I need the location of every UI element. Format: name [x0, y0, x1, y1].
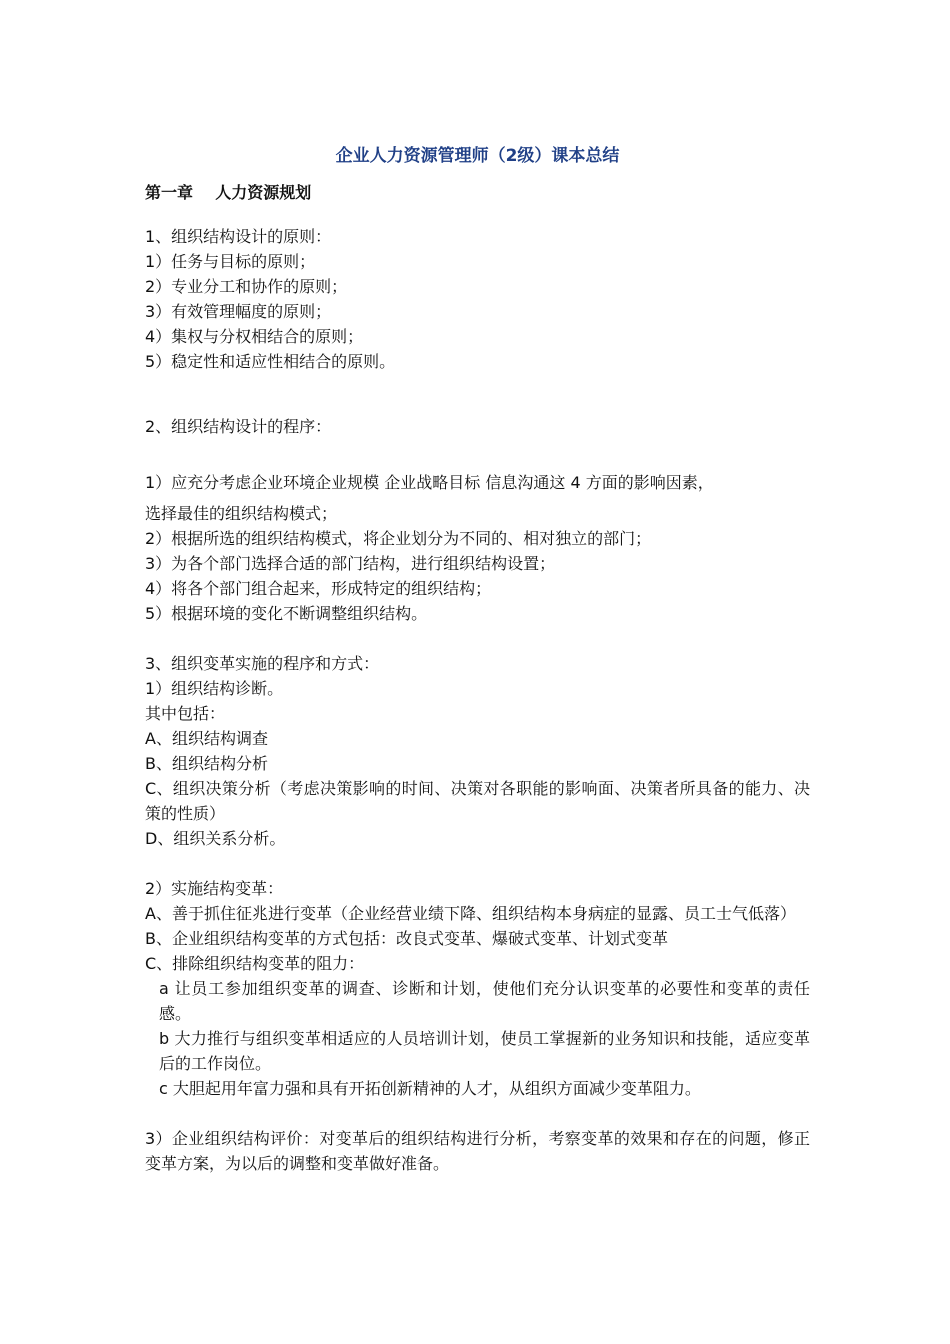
list-item: B、组织结构分析	[145, 754, 268, 773]
list-item: 1）应充分考虑企业环境企业规模 企业战略目标 信息沟通这 4 方面的影响因素，	[145, 473, 714, 492]
step-heading: 3）企业组织结构评价：对变革后的组织结构进行分析，考察变革的效果和存在的问题，修正变革方案，为以后的调整和变革做好准备。	[145, 1129, 810, 1173]
document-title: 企业人力资源管理师（2级）课本总结	[335, 146, 620, 166]
list-item: A、善于抓住征兆进行变革（企业经营业绩下降、组织结构本身病症的显露、员工士气低落）	[145, 904, 796, 923]
paragraph: 其中包括：	[145, 704, 226, 723]
spacer	[145, 1101, 810, 1126]
list-item: D、组织关系分析。	[145, 829, 286, 848]
list-item: 3）有效管理幅度的原则；	[145, 302, 332, 321]
list-item: 2）专业分工和协作的原则；	[145, 277, 348, 296]
list-item: 5）根据环境的变化不断调整组织结构。	[145, 604, 428, 623]
spacer	[145, 374, 810, 414]
spacer	[145, 626, 810, 651]
list-item: B、企业组织结构变革的方式包括：改良式变革、爆破式变革、计划式变革	[145, 929, 668, 948]
sub-list-item: a 让员工参加组织变革的调查、诊断和计划，使他们充分认识变革的必要性和变革的责任感。	[159, 979, 810, 1023]
list-item-continuation: 选择最佳的组织结构模式；	[145, 504, 338, 523]
list-item: 4）集权与分权相结合的原则；	[145, 327, 364, 346]
list-item: 5）稳定性和适应性相结合的原则。	[145, 352, 396, 371]
step-heading: 1）组织结构诊断。	[145, 679, 284, 698]
section-heading: 3、组织变革实施的程序和方式：	[145, 654, 380, 673]
sub-list-item: b 大力推行与组织变革相适应的人员培训计划，使员工掌握新的业务知识和技能，适应变革后的工作岗位。	[159, 1029, 810, 1073]
list-item: C、组织决策分析（考虑决策影响的时间、决策对各职能的影响面、决策者所具备的能力、决策的性质）	[145, 779, 810, 823]
step-heading: 2）实施结构变革：	[145, 879, 284, 898]
sub-list-item: c 大胆起用年富力强和具有开拓创新精神的人才，从组织方面减少变革阻力。	[159, 1079, 701, 1098]
spacer	[145, 851, 810, 876]
list-item: 2）根据所选的组织结构模式，将企业划分为不同的、相对独立的部门；	[145, 529, 652, 548]
list-item: A、组织结构调查	[145, 729, 268, 748]
spacer	[145, 212, 810, 224]
section-heading: 2、组织结构设计的程序：	[145, 417, 332, 436]
list-item: 3）为各个部门选择合适的部门结构，进行组织结构设置；	[145, 554, 556, 573]
chapter-title: 第一章 人力资源规划	[145, 183, 312, 202]
list-item: 1）任务与目标的原则；	[145, 252, 316, 271]
spacer	[145, 439, 810, 464]
list-item: C、排除组织结构变革的阻力：	[145, 954, 365, 973]
section-heading: 1、组织结构设计的原则：	[145, 227, 332, 246]
document-page	[145, 138, 810, 1176]
list-item: 4）将各个部门组合起来，形成特定的组织结构；	[145, 579, 492, 598]
